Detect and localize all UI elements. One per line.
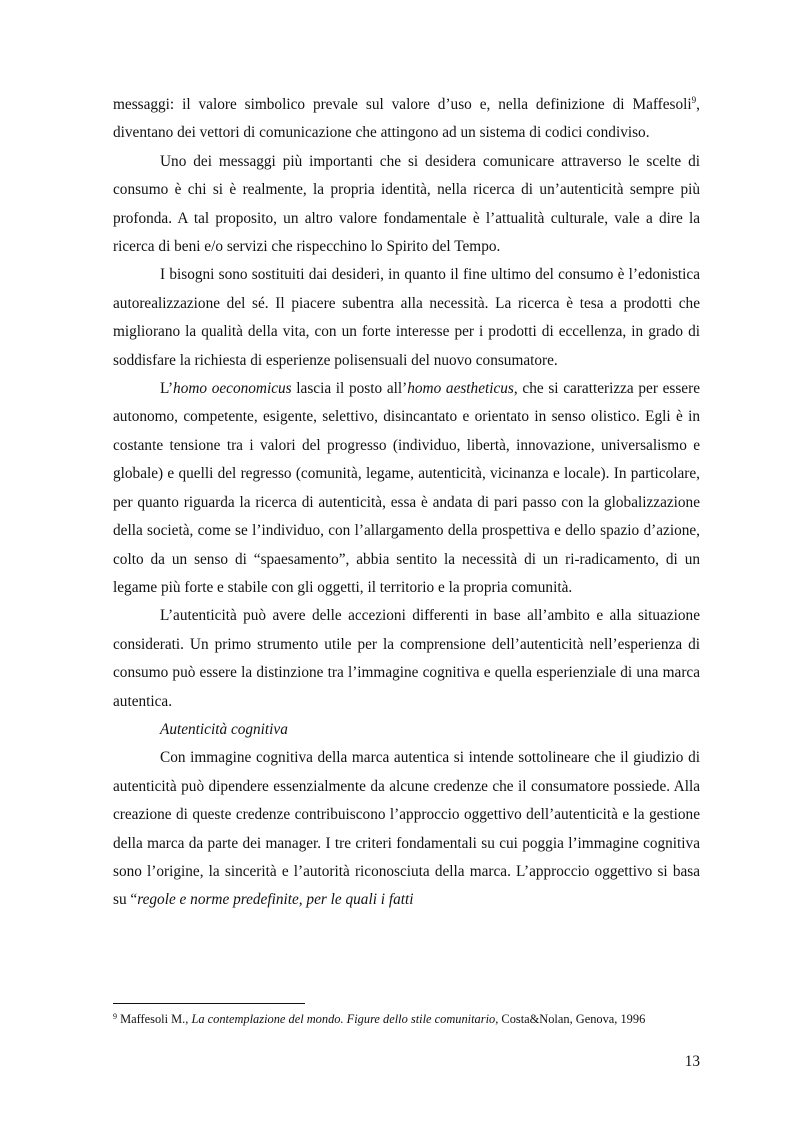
footnote: $^9$ Maffesoli M., La contemplazione del mondo. Figure dello stile comunitario, Costa&Nolan, Genova, 1996	[113, 1012, 646, 1026]
section-heading: Autenticità cognitiva	[160, 720, 288, 738]
page-number: 13	[684, 1053, 700, 1070]
paragraph-1: messaggi: il valore simbolico prevale sul valore d’uso e, nella definizione di Maffesoli$^9$, diventano dei vettori di comunicazione che attingono ad un sistema di codici condiviso.	[113, 95, 700, 142]
paragraph-4: L’homo oeconomicus lascia il posto all’homo aestheticus, che si caratterizza per essere autonomo, competente, esigente, selettivo, disincantato e orientato in senso olistico. Egli è in costante tensione tra i valori del progresso (individuo, libertà, innovazione, universalismo e globale) e quelli del regresso (comunità, legame, autenticità, vicinanza e locale). In particolare, per quanto riguarda la ricerca di autenticità, essa è andata di pari passo con la globalizzazione della società, come se l’individuo, con l’allargamento della prospettiva e dello spazio d’azione, colto da un senso di “spaesamento”, abbia sentito la necessità di un ri-radicamento, di un legame più forte e stabile con gli oggetti, il territorio e la propria comunità.	[113, 380, 700, 596]
homo-oeconomicus-term: homo oeconomicus	[173, 380, 292, 398]
paragraph-5: L’autenticità può avere delle accezioni differenti in base all’ambito e alla situazione considerati. Un primo strumento utile per la comprensione dell’autenticità nell’esperienza di consumo può essere la distinzione tra l’immagine cognitiva e quella esperienziale di una marca autentica.	[113, 607, 700, 710]
paragraph-3: I bisogni sono sostituiti dai desideri, in quanto il fine ultimo del consumo è l’edonistica autorealizzazione del sé. Il piacere subentra alla necessità. La ricerca è tesa a prodotti che migliorano la qualità della vita, con un forte interesse per i prodotti di eccellenza, in grado di soddisfare la richiesta di esperienze polisensuali del nuovo consumatore.	[113, 266, 700, 369]
footnote-number: 9	[113, 1012, 117, 1021]
paragraph-6: Con immagine cognitiva della marca autentica si intende sottolineare che il giudizio di autenticità può dipendere essenzialmente da alcune credenze che il consumatore possiede. Alla creazione di queste credenze contribuiscono l’approccio oggettivo dell’autenticità e la gestione della marca da parte dei manager. I tre criteri fondamentali su cui poggia l’immagine cognitiva sono l’origine, la sincerità e l’autorità riconosciuta della marca. L’approccio oggettivo si basa su “regole e norme predefinite, per le quali i fatti	[113, 749, 700, 909]
quotation-italic: regole e norme predefinite, per le quali i fatti	[137, 891, 414, 909]
homo-aestheticus-term: homo aestheticus	[407, 380, 514, 398]
footnote-title: La contemplazione del mondo. Figure dello stile comunitario,	[191, 1012, 499, 1026]
footnote-reference[interactable]: 9	[691, 95, 697, 105]
footnote-separator	[113, 1003, 305, 1004]
body-text	[113, 91, 700, 915]
paragraph-2: Uno dei messaggi più importanti che si desidera comunicare attraverso le scelte di consumo è chi si è realmente, la propria identità, nella ricerca di un’autenticità sempre più profonda. A tal proposito, un altro valore fondamentale è l’attualità culturale, vale a dire la ricerca di beni e/o servizi che rispecchino lo Spirito del Tempo.	[113, 152, 700, 256]
